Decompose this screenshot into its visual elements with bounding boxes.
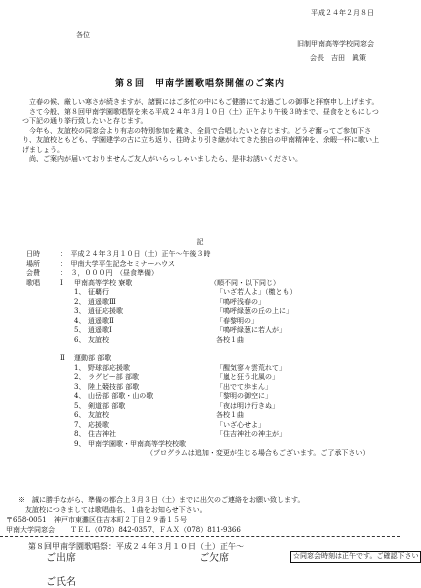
cut-line xyxy=(0,536,400,537)
song-number: 6、 xyxy=(74,335,86,344)
street-address: 神戸市東灘区住吉本町２丁目２９番１５号 xyxy=(54,516,187,524)
song-name: 山岳部 部歌・山の歌 xyxy=(88,392,154,400)
section-gap xyxy=(26,345,369,354)
addressee: 各位 xyxy=(76,31,90,39)
song-title: 「鳴呼緑葱に若人が」 xyxy=(216,326,286,334)
song-item xyxy=(74,383,369,393)
detail-value: ： 甲南大学平生記念セミナーハウス xyxy=(60,259,175,268)
song-name: 逍征応援歌 xyxy=(88,307,123,315)
song-title: 「春黎明の」 xyxy=(216,316,258,325)
song-title: 「嵐と狂う北風の」 xyxy=(216,373,279,381)
ki-heading: 記 xyxy=(196,238,204,246)
reply-title: 第８回甲南学園歌唱祭：平成２４年３月１０日（土）正午～ xyxy=(28,542,244,551)
song-item xyxy=(74,402,369,412)
song-title: 各校１曲 xyxy=(216,335,244,344)
program-footnote: （プログラムは追加・変更が生じる場合もございます。ご了承下さい） xyxy=(146,449,370,457)
note-line: 友誼校につきましては歌唱曲名、１曲をお知らせ下さい。 xyxy=(18,505,207,514)
song-section-2-heading xyxy=(26,354,369,364)
song-number: 7、 xyxy=(74,420,86,429)
song-item xyxy=(74,440,369,450)
song-number: 6、 xyxy=(74,411,86,419)
event-details xyxy=(26,250,369,459)
section-name: 甲南高等学校 寮歌 xyxy=(74,278,133,287)
detail-label: 日時 xyxy=(26,250,40,258)
song-number: 9、 xyxy=(74,439,86,448)
section-roman: Ⅰ xyxy=(60,278,63,287)
letter-body xyxy=(22,98,382,165)
song-number: 1、 xyxy=(74,363,86,372)
song-item xyxy=(74,317,369,327)
zip-code: 〒658-0051 xyxy=(6,516,47,524)
song-number: 4、 xyxy=(74,316,86,325)
song-number: 5、 xyxy=(74,401,86,410)
song-title: 「いざ心せよ」 xyxy=(216,420,265,429)
song-item xyxy=(74,364,369,374)
song-title: 「醒気寥々雲荒れて」 xyxy=(216,363,286,372)
song-section-1-heading xyxy=(26,279,369,289)
song-title: 「出でて歩まん」 xyxy=(216,382,272,391)
song-title: 「黎明の御空に」 xyxy=(216,392,272,400)
detail-label: 場所 xyxy=(26,259,40,268)
contact-address xyxy=(6,516,241,535)
song-name: 甲南学園歌・甲南高等学校校歌 xyxy=(88,439,186,448)
attend-option[interactable]: ご出席 xyxy=(46,553,76,564)
letter-title: 第８回 甲南学園歌唱祭開催のご案内 xyxy=(114,79,285,89)
song-name: ラグビー部 部歌 xyxy=(88,373,139,381)
song-item xyxy=(74,421,369,431)
song-name: 剣道部 部歌 xyxy=(88,401,126,410)
contact-org: 甲南大学同窓会 xyxy=(6,525,55,534)
song-item xyxy=(74,298,369,308)
song-section-2-list xyxy=(74,364,369,450)
songs-label: 歌唱 xyxy=(26,278,40,287)
song-name: 陸上競技部 部歌 xyxy=(88,382,140,391)
section-roman: Ⅱ xyxy=(60,354,65,362)
deadline-box: ☆同窓会時刻は正午です。ご確認下さい xyxy=(290,551,421,563)
body-paragraph: 今年も、友誼校の同窓会より有志の特別参加を戴き、全員で合唱したいと存じます。どうぞ奮ってご参加下さり、友誼校ともども、学園建学の古に立ち返り、往時より引き継がれてきた独自の甲南精神を、余暇一杯に歌い上げましょう。 xyxy=(22,126,379,154)
song-title: 「鳴呼緑葱の丘の上に」 xyxy=(216,307,293,315)
attendance-options xyxy=(46,554,229,564)
song-name: 住吉神社 xyxy=(88,430,116,438)
song-item xyxy=(74,392,369,402)
song-number: 2、 xyxy=(74,373,86,381)
song-item xyxy=(74,288,369,298)
sender-organization: 旧制甲南高等学校同窓会 xyxy=(297,40,374,48)
song-item xyxy=(74,373,369,383)
song-name: 征覇行 xyxy=(88,288,109,296)
song-name: 逍遥歌Ⅲ xyxy=(88,297,116,306)
song-number: 3、 xyxy=(74,382,86,391)
song-item xyxy=(74,430,369,440)
absent-option[interactable]: ご欠席 xyxy=(199,553,230,564)
detail-row-place xyxy=(26,260,369,270)
song-name: 野球部応援歌 xyxy=(88,363,130,372)
song-item xyxy=(74,336,369,346)
sender-name: 会長 吉田 眞策 xyxy=(310,54,366,62)
song-title: 各校１曲 xyxy=(216,411,244,419)
detail-value: ： ３，０００円 （昼食準備） xyxy=(60,269,158,277)
detail-value: ： 平成２４年３月１０日（土）正午～午後３時 xyxy=(60,250,211,258)
song-number: 1、 xyxy=(74,288,86,296)
notes xyxy=(18,496,304,515)
section-spacer xyxy=(26,354,60,364)
name-field-label: ご氏名 xyxy=(46,577,76,588)
song-name: 友誼校 xyxy=(88,335,109,344)
song-name: 応援歌 xyxy=(88,420,109,429)
detail-label: 会費 xyxy=(26,269,40,277)
song-number: 4、 xyxy=(74,392,86,400)
contact-row xyxy=(6,526,241,536)
song-item xyxy=(74,307,369,317)
body-paragraph: さて今般、第８回甲南学園歌唱祭を来る平成２４年３月１０日（土）正午より午後３時まで、昼食をともにしつつ下記の通り挙行致したいと存じます。 xyxy=(22,107,379,125)
section-name: 運動部 部歌 xyxy=(74,354,112,362)
song-title: 「夜は明け行きぬ」 xyxy=(216,401,279,410)
body-paragraph: 尚、ご案内が届いておりませんご友人がいらっしゃいましたら、是非お誘いください。 xyxy=(29,155,302,163)
detail-row-fee xyxy=(26,269,369,279)
song-name: 逍遥歌Ⅰ xyxy=(88,326,112,334)
song-item xyxy=(74,326,369,336)
song-title: 「住吉神社の神主が」 xyxy=(216,430,286,438)
address-row xyxy=(6,516,241,526)
section-note: （順不同・以下同じ） xyxy=(210,278,280,287)
song-title: 「いざ若人よ」（檄とも） xyxy=(216,288,297,296)
song-number: 8、 xyxy=(74,430,86,438)
song-title: 「鳴呼浅春の」 xyxy=(216,297,265,306)
body-paragraph: 立春の候、厳しい寒さが続きますが、諸賢にはご多忙の中にもご健勝にてお過ごしの御事と拝察申し上げます。 xyxy=(29,98,379,106)
song-name: 逍遥歌Ⅱ xyxy=(88,316,114,325)
song-section-1-list xyxy=(74,288,369,345)
contact-phone-fax: ＴＥＬ（078）842-0357、ＦＡＸ（078）811-9366 xyxy=(70,525,241,534)
letter-date: 平成２４年２月８日 xyxy=(311,9,374,17)
song-number: 3、 xyxy=(74,307,86,315)
note-line: ※ 誠に勝手ながら、準備の都合上３月３日（土）までに出欠のご連絡をお願い致します。 xyxy=(18,496,305,504)
song-number: 2、 xyxy=(74,297,86,306)
song-name: 友誼校 xyxy=(88,411,109,419)
song-number: 5、 xyxy=(74,326,86,334)
song-item xyxy=(74,411,369,421)
detail-row-datetime xyxy=(26,250,369,260)
